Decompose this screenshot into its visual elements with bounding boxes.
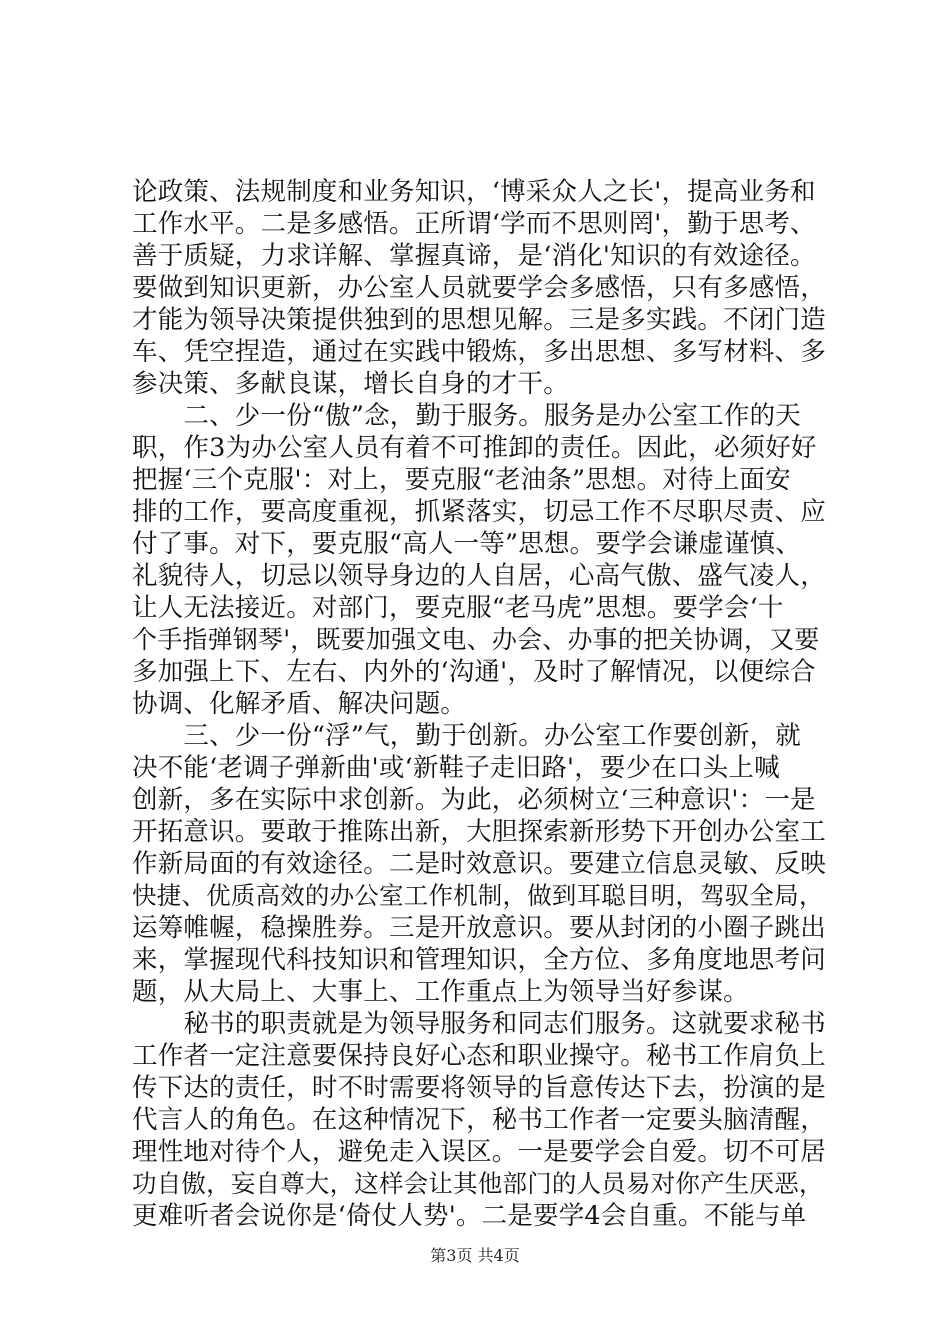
- text-line: 决不能‘老调子弹新曲'或‘新鞋子走旧路'，要少在口头上喊: [132, 753, 780, 783]
- text-line: 职，作3为办公室人员有着不可推卸的责任。因此，必须好好: [132, 433, 817, 463]
- text-line: 创新，多在实际中求创新。为此，必须树立‘三种意识'：一是: [132, 785, 816, 815]
- document-body: [132, 176, 832, 1232]
- text-line: 代言人的角色。在这种情况下，秘书工作者一定要头脑清醒，: [132, 1105, 826, 1135]
- text-line: 参决策、多献良谋，增长自身的才干。: [132, 369, 569, 399]
- text-line: 题，从大局上、大事上、工作重点上为领导当好参谋。: [132, 977, 749, 1007]
- text-line: 协调、化解矛盾、解决问题。: [132, 689, 467, 719]
- text-line: 排的工作，要高度重视，抓紧落实，切忌工作不尽职尽责、应: [132, 497, 826, 527]
- text-line: 二、少一份“傲”念，勤于服务。服务是办公室工作的天: [132, 401, 801, 431]
- text-line: 开拓意识。要敢于推陈出新，大胆探索新形势下开创办公室工: [132, 817, 826, 847]
- text-line: 作新局面的有效途径。二是时效意识。要建立信息灵敏、反映: [132, 849, 826, 879]
- text-line: 车、凭空捏造，通过在实践中锻炼，多出思想、多写材料、多: [132, 337, 826, 367]
- page-footer: 第3页 共4页: [430, 1246, 520, 1265]
- text-line: 传下达的责任，时不时需要将领导的旨意传达下去，扮演的是: [132, 1073, 826, 1103]
- text-line: 秘书的职责就是为领导服务和同志们服务。这就要求秘书: [132, 1009, 826, 1039]
- text-line: 才能为领导决策提供独到的思想见解。三是多实践。不闭门造: [132, 305, 826, 335]
- text-line: 礼貌待人，切忌以领导身边的人自居，心高气傲、盛气凌人，: [132, 561, 826, 591]
- text-line: 来，掌握现代科技知识和管理知识，全方位、多角度地思考问: [132, 945, 826, 975]
- text-line: 功自傲，妄自尊大，这样会让其他部门的人员易对你产生厌恶，: [132, 1169, 824, 1198]
- text-line: 要做到知识更新，办公室人员就要学会多感悟，只有多感悟，: [132, 273, 826, 303]
- text-line: 运筹帷幄，稳操胜券。三是开放意识。要从封闭的小圈子跳出: [132, 913, 826, 943]
- text-line: 把握‘三个克服'：对上，要克服“老油条”思想。对待上面安: [132, 465, 791, 495]
- text-line: 善于质疑，力求详解、掌握真谛，是‘消化'知识的有效途径。: [132, 241, 816, 271]
- text-line: 更难听者会说你是‘倚仗人势'。二是要学4会自重。不能与单: [132, 1201, 807, 1231]
- text-line: 付了事。对下，要克服“高人一等”思想。要学会谦虚谨慎、: [132, 529, 801, 559]
- text-line: 理性地对待个人，避免走入误区。一是要学会自爱。切不可居: [132, 1137, 826, 1167]
- text-line: 工作水平。二是多感悟。正所谓‘学而不思则罔'，勤于思考、: [132, 209, 816, 239]
- text-line: 让人无法接近。对部门，要克服“老马虎”思想。要学会‘十: [132, 593, 784, 623]
- text-line: 工作者一定注意要保持良好心态和职业操守。秘书工作肩负上: [132, 1041, 826, 1071]
- text-line: 快捷、优质高效的办公室工作机制，做到耳聪目明，驾驭全局，: [132, 881, 824, 910]
- text-line: 三、少一份“浮”气，勤于创新。办公室工作要创新，就: [132, 721, 801, 751]
- text-line: 个手指弹钢琴'，既要加强文电、办会、办事的把关协调，又要: [132, 625, 820, 654]
- text-line: 论政策、法规制度和业务知识，‘博采众人之长'，提高业务和: [132, 177, 816, 207]
- text-line: 多加强上下、左右、内外的‘沟通'，及时了解情况，以便综合: [132, 657, 816, 687]
